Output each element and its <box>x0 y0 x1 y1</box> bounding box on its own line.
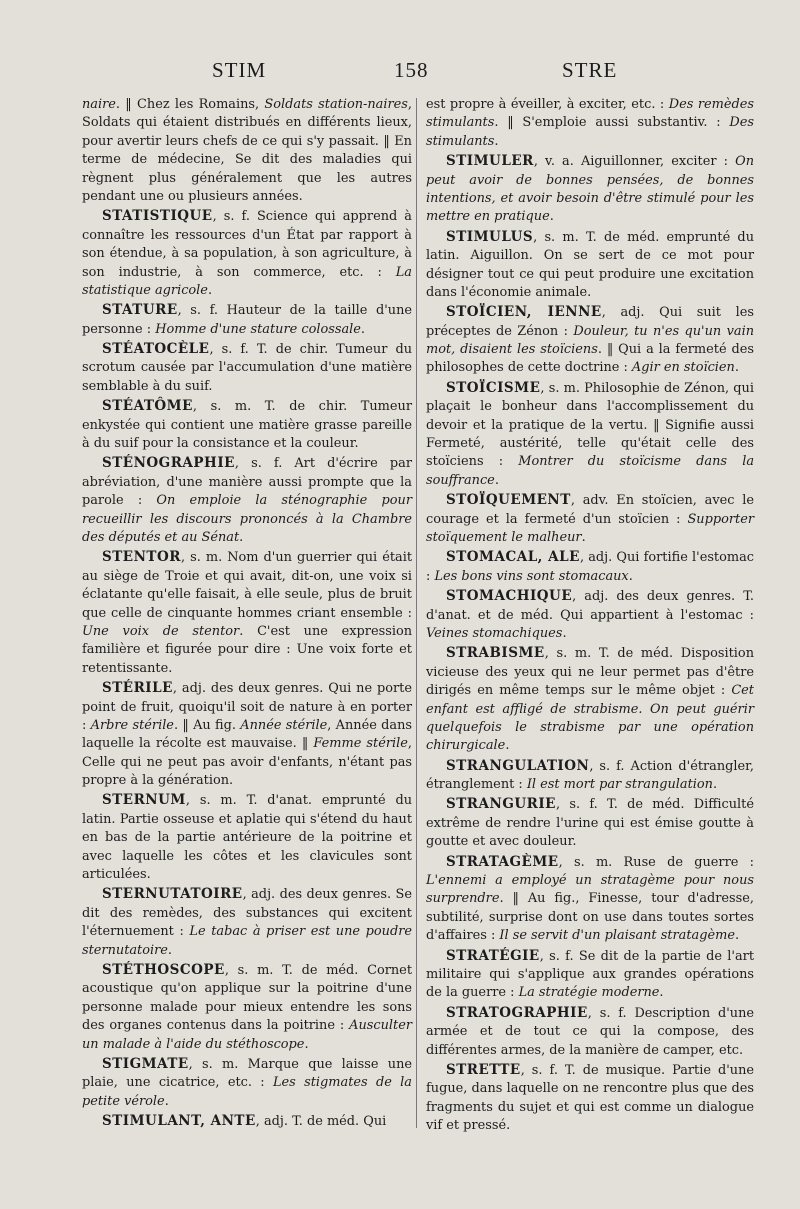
definition-text: , Année dans laquelle la récolte est mauvaise. ‖ <box>82 717 412 752</box>
dictionary-entry <box>426 152 754 227</box>
dictionary-entry <box>426 228 754 303</box>
dictionary-entry <box>426 644 754 755</box>
example-text: Veines stomachiques <box>426 625 563 641</box>
example-text: Il se servit d'un plaisant stratagème <box>499 928 735 944</box>
headword: STÉATOCÈLE <box>102 341 210 358</box>
definition-text: . <box>494 472 499 488</box>
example-text: On peut avoir de bonnes pensées, de bonnes intentions, et avoir besoin d'être stimulé pour les mettre en pratique <box>426 154 754 225</box>
headword: STIMULUS <box>446 228 534 245</box>
dictionary-entry <box>82 301 412 339</box>
headword: STATISTIQUE <box>102 208 213 225</box>
headword: STRATAGÈME <box>446 853 559 870</box>
dictionary-entry <box>426 947 754 1003</box>
definition-text: , s. m. T. d'anat. emprunté du latin. Partie osseuse et aplatie qui s'étend du haut en bas de la partie antérieure de la poitrine et avec laquelle les côtes et les clavicules sont articulées. <box>82 793 412 883</box>
example-text: Il est mort par strangulation <box>526 777 713 793</box>
headword: STOÏQUEMENT <box>446 492 571 509</box>
headword: STIMULANT, ANTE <box>102 1113 256 1130</box>
example-text: Soldats station-naires <box>264 97 408 112</box>
dictionary-entry <box>82 679 412 790</box>
headword: STRANGURIE <box>446 796 556 813</box>
definition-text: . <box>734 360 739 376</box>
dictionary-entry <box>82 340 412 396</box>
definition-text: . <box>164 1093 169 1109</box>
definition-text: . <box>167 942 173 958</box>
dictionary-entry <box>426 491 754 547</box>
definition-text: . <box>734 928 740 944</box>
definition-text: , s. f. Se dit de la partie de l'art militaire qui s'applique aux grandes opérations de la guerre : <box>426 948 754 1001</box>
headword: STIGMATE <box>102 1055 189 1072</box>
page-number: 158 <box>394 58 429 82</box>
dictionary-entry <box>426 757 754 795</box>
dictionary-entry <box>426 1061 754 1136</box>
definition-text: , adj. Qui fortifie l'estomac : <box>426 550 755 584</box>
example-text: Douleur, tu n'es qu'un vain mot, disaient les stoïciens <box>426 323 754 358</box>
definition-text: . <box>207 282 213 298</box>
headword: STERNUM <box>102 792 186 809</box>
left-column <box>82 96 412 1132</box>
definition-text: , adj. des deux genres. Qui ne porte point de fruit, quoiqu'il soit de nature à en porter : <box>82 681 412 733</box>
definition-text: , s. m. Marque que laisse une plaie, une cicatrice, etc. : <box>82 1056 412 1091</box>
definition-text: , s. f. Hauteur de la taille d'une personne : <box>82 303 412 337</box>
definition-text: . <box>360 321 365 337</box>
dictionary-entry <box>82 885 412 960</box>
definition-text: est propre à éveiller, à exciter, etc. : <box>426 97 669 112</box>
definition-text: . <box>628 568 633 584</box>
definition-text: , adj. des deux genres. T. d'anat. et de méd. Qui appartient à l'estomac : <box>426 589 754 623</box>
definition-text: , s. f. T. de musique. Partie d'une fugue, dans laquelle on ne rencontre plus que des fragments du sujet et qui est comme un dialogue vif et pressé. <box>426 1062 754 1134</box>
example-text: Supporter stoïquement le malheur <box>426 511 754 545</box>
headword: STÉNOGRAPHIE <box>102 455 235 472</box>
definition-text: , Celle qui ne peut pas avoir d'enfants, n'étant pas propre à la génération. <box>82 736 412 789</box>
right-column <box>426 96 754 1136</box>
definition-text: , s. f. T. de méd. Difficulté extrême de rendre l'urine qui est émise goutte à goutte et avec douleur. <box>426 797 754 850</box>
example-text: Montrer du stoïcisme dans la souffrance <box>426 454 755 488</box>
headword: STÉTHOSCOPE <box>102 961 225 978</box>
example-text: Cet enfant est affligé de strabisme. On peut guérir quelquefois le strabisme par une opération chirurgicale <box>426 683 754 754</box>
definition-text: . <box>505 738 510 754</box>
dictionary-entry <box>426 548 754 586</box>
column-divider <box>416 98 417 1128</box>
definition-text: , adv. En stoïcien, avec le courage et la fermeté d'un stoïcien : <box>426 493 754 527</box>
definition-text: , v. a. Aiguillonner, exciter : <box>533 154 736 170</box>
definition-text: . ‖ S'emploie aussi substantiv. : <box>494 115 730 131</box>
example-text: naire <box>82 97 116 112</box>
dictionary-entry <box>426 795 754 851</box>
dictionary-entry <box>82 207 412 300</box>
definition-text: , s. f. T. de chir. Tumeur du scrotum causée par l'accumulation d'une matière semblable à du suif. <box>82 342 412 394</box>
example-text: La statistique agricole <box>82 264 412 298</box>
dictionary-entry <box>426 1004 754 1060</box>
dictionary-entry <box>426 379 754 490</box>
definition-text: . <box>562 625 567 641</box>
definition-text: . <box>581 529 586 545</box>
definition-text: . <box>304 1036 309 1052</box>
example-text: Des stimulants <box>426 115 754 149</box>
headword: STIMULER <box>446 153 534 170</box>
header-right-guide-word: STRE <box>562 58 618 82</box>
definition-text: , s. m. T. de méd. Disposition vicieuse des yeux qui ne leur permet pas d'être dirigés en même temps sur le même objet : <box>426 646 754 699</box>
dictionary-entry <box>82 454 412 547</box>
example-text: Arbre stérile <box>90 717 174 733</box>
headword: STOMACHIQUE <box>446 588 573 605</box>
headword: STRANGULATION <box>446 757 590 774</box>
definition-text: , s. m. T. de méd. Cornet acoustique qu'on applique sur la poitrine d'une personne malade pour mieux entendre les sons des organes contenus dans la poitrine : <box>82 962 412 1034</box>
dictionary-entry <box>82 1112 412 1131</box>
headword: STOMACAL, ALE <box>446 549 580 566</box>
definition-text: . ‖ Au fig. <box>173 717 241 733</box>
example-text: L'ennemi a employé un stratagème pour nous surprendre <box>426 873 754 907</box>
example-text: On emploie la sténographie pour recueillir les discours prononcés à la Chambre des députés et au Sénat <box>82 493 412 545</box>
definition-text: , s. m. Nom d'un guerrier qui était au siège de Troie et qui avait, dit-on, une voix si éclatante qu'elle faisait, à elle seule, plus de bruit que celle de cinquante hommes criant ensemble : <box>82 550 412 621</box>
headword: STÉRILE <box>102 680 173 697</box>
example-text: Des remèdes stimulants <box>426 97 754 131</box>
definition-text: . ‖ Chez les Romains, <box>115 97 265 112</box>
headword: STOÏCIEN, IENNE <box>446 304 602 321</box>
definition-text: , adj. Qui suit les préceptes de Zénon : <box>426 305 754 339</box>
running-header <box>60 58 750 88</box>
headword: STRATOGRAPHIE <box>446 1004 588 1021</box>
dictionary-entry <box>82 96 412 206</box>
definition-text: , Soldats qui étaient distribués en différents lieux, pour avertir leurs chefs de ce qui s'y passait. ‖ En terme de médecine, Se dit des maladies qui règnent plus généralement que les autres pendant une ou plusieurs années. <box>82 97 412 204</box>
definition-text: , s. f. Science qui apprend à connaître les ressources d'un État par rapport à son étendue, à sa population, à son agriculture, à son industrie, à son commerce, etc. : <box>82 209 412 280</box>
header-left-guide-word: STIM <box>212 58 267 82</box>
definition-text: . <box>659 985 664 1001</box>
definition-text: . <box>494 133 499 149</box>
example-text: Le tabac à priser est une poudre sternutatoire <box>82 924 412 958</box>
headword: STRABISME <box>446 645 545 662</box>
definition-text: , s. f. Description d'une armée et de tout ce qui la compose, des différentes armes, de la manière de camper, etc. <box>426 1005 754 1058</box>
definition-text: , adj. T. de méd. Qui <box>255 1114 387 1130</box>
example-text: Année stérile <box>240 717 328 733</box>
example-text: Agir en stoïcien <box>631 360 735 376</box>
definition-text: , s. m. Philosophie de Zénon, qui plaçait le bonheur dans l'accomplissement du devoir et la pratique de la vertu. ‖ Signifie aussi Fermeté, austérité, telle qu'était celle des stoïciens : <box>426 380 754 470</box>
definition-text: . ‖ Qui a la fermeté des philosophes de cette doctrine : <box>426 342 754 376</box>
example-text: La stratégie moderne <box>518 985 660 1001</box>
dictionary-entry <box>82 961 412 1054</box>
headword: STERNUTATOIRE <box>102 886 243 903</box>
definition-text: . ‖ Au fig., Finesse, tour d'adresse, subtilité, surprise dont on use dans toutes sortes d'affaires : <box>426 891 754 944</box>
definition-text: . <box>549 209 554 225</box>
definition-text: , s. m. Ruse de guerre : <box>558 854 754 870</box>
definition-text: . <box>712 777 718 793</box>
dictionary-entry <box>426 853 754 946</box>
dictionary-entry <box>426 96 754 151</box>
definition-text: . C'est une expression familière et figurée pour dire : Une voix forte et retentissante. <box>82 623 413 676</box>
definition-text: , s. m. T. de chir. Tumeur enkystée qui contient une matière grasse pareille à du suif pour la consistance et la couleur. <box>82 399 412 452</box>
example-text: Femme stérile <box>313 736 408 752</box>
headword: STENTOR <box>102 549 181 566</box>
dictionary-entry <box>426 303 754 378</box>
dictionary-entry <box>426 587 754 643</box>
definition-text: , adj. des deux genres. Se dit des remèdes, des substances qui excitent l'éternuement : <box>82 887 412 940</box>
headword: STRATÉGIE <box>446 947 540 964</box>
definition-text: , s. m. T. de méd. emprunté du latin. Aiguillon. On se sert de ce mot pour désigner tout ce qui peut produire une excitation dans l'économie animale. <box>426 229 754 300</box>
headword: STÉATÔME <box>102 398 193 415</box>
definition-text: . <box>239 529 244 545</box>
headword: STOÏCISME <box>446 379 541 396</box>
example-text: Homme d'une stature colossale <box>155 321 361 337</box>
dictionary-entry <box>82 1055 412 1111</box>
example-text: Les stigmates de la petite vérole <box>82 1075 412 1109</box>
headword: STRETTE <box>446 1061 521 1078</box>
definition-text: , s. f. Art d'écrire par abréviation, d'une manière aussi prompte que la parole : <box>82 456 412 509</box>
dictionary-entry <box>82 548 412 678</box>
example-text: Ausculter un malade à l'aide du stéthoscope <box>82 1018 412 1052</box>
headword: STATURE <box>102 302 178 319</box>
dictionary-entry <box>82 397 412 453</box>
example-text: Les bons vins sont stomacaux <box>434 568 629 584</box>
example-text: Une voix de stentor <box>82 623 240 639</box>
definition-text: , s. f. Action d'étrangler, étranglement : <box>426 758 754 793</box>
dictionary-entry <box>82 791 412 884</box>
